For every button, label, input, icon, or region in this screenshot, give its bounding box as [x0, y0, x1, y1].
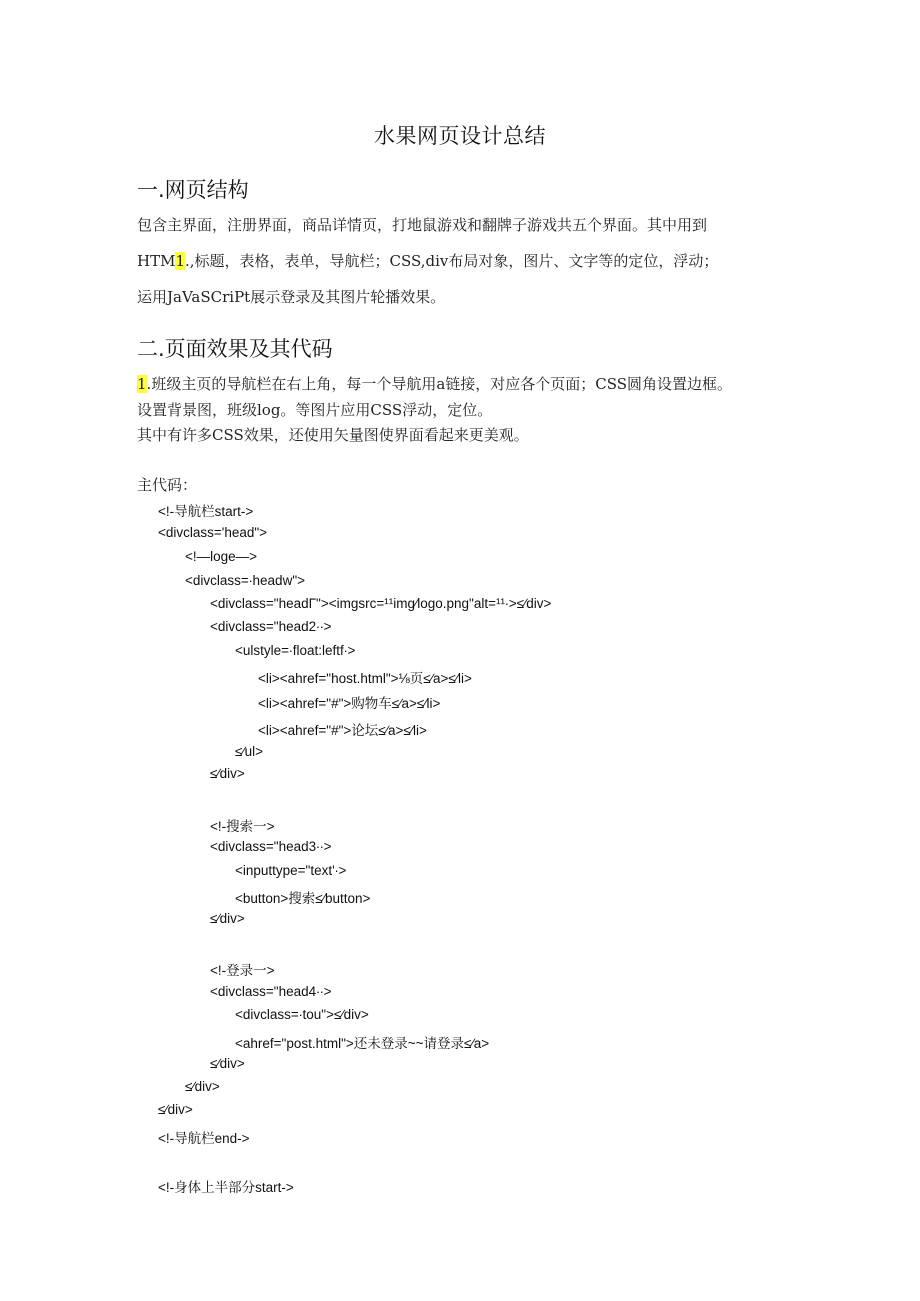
code-line: <divclass='head"> — [158, 525, 268, 540]
code-line: <divclass="head4∙∙> — [210, 984, 332, 999]
text-run: HTM — [137, 252, 176, 270]
code-line: <li><ahref="host.html">⅛页≤∕a>≤∕li> — [258, 671, 472, 686]
code-line: <li><ahref="#">购物车≤∕a>≤∕li> — [258, 696, 441, 711]
paragraph-line: 包含主界面，注册界面，商品详情页，打地鼠游戏和翻牌子游戏共五个界面。其中用到 — [137, 216, 708, 234]
code-line: ≤∕div> — [158, 1102, 193, 1117]
code-line: <!-导航栏start-> — [158, 504, 254, 519]
code-line: <!-身体上半部分start-> — [158, 1180, 294, 1195]
code-line: <divclass=∙tou">≤∕div> — [235, 1007, 369, 1022]
code-line: <divclass="head2∙∙> — [210, 619, 332, 634]
code-line: <button>搜索≤∕button> — [235, 891, 371, 906]
code-line: <!—loge—> — [185, 549, 258, 564]
code-line: ≤∕div> — [210, 911, 245, 926]
code-line: ≤∕div> — [210, 1056, 245, 1071]
paragraph-line — [137, 250, 797, 271]
section-heading-effects: 二.页面效果及其代码 — [137, 337, 333, 361]
code-line: <ulstyle=∙float:leftf∙> — [235, 643, 356, 658]
highlighted-text: 1 — [175, 252, 185, 270]
paragraph-line: 其中有许多CSS效果，还使用矢量图使界面看起来更美观。 — [137, 426, 529, 444]
document-title: 水果网页设计总结 — [374, 124, 546, 148]
code-line: <li><ahref="#">论坛≤∕a>≤∕li> — [258, 723, 427, 738]
code-line: <divclass="headΓ"><imgsrc=¹¹img∕logo.png"alt=¹¹∙>≤∕div> — [210, 596, 552, 611]
code-line: <!-搜索一> — [210, 819, 275, 834]
code-line: <!-导航栏end-> — [158, 1131, 250, 1146]
text-run: .班级主页的导航栏在右上角，每一个导航用a链接，对应各个页面；CSS圆角设置边框。 — [146, 375, 733, 393]
section-heading-structure: 一.网页结构 — [137, 178, 249, 202]
code-line: ≤∕div> — [185, 1079, 220, 1094]
code-line: <inputtype="text'∙> — [235, 863, 347, 878]
code-line: ≤∕ul> — [235, 744, 264, 759]
highlighted-text: 1 — [137, 375, 147, 393]
code-line: <ahref="post.html">还未登录~~请登录≤∕a> — [235, 1036, 490, 1051]
code-line: <divclass=∙headw"> — [185, 573, 305, 588]
code-line: <!-登录一> — [210, 963, 275, 978]
code-line: <divclass="head3∙∙> — [210, 839, 332, 854]
paragraph-line — [137, 373, 797, 394]
text-run: .,标题，表格，表单，导航栏；CSS,div布局对象，图片、文字等的定位，浮动； — [185, 252, 719, 270]
paragraph-line: 运用JaVaSCriPt展示登录及其图片轮播效果。 — [137, 288, 446, 306]
code-label: 主代码： — [137, 476, 198, 494]
paragraph-line: 设置背景图，班级log。等图片应用CSS浮动，定位。 — [137, 401, 493, 419]
code-line: ≤∕div> — [210, 766, 245, 781]
